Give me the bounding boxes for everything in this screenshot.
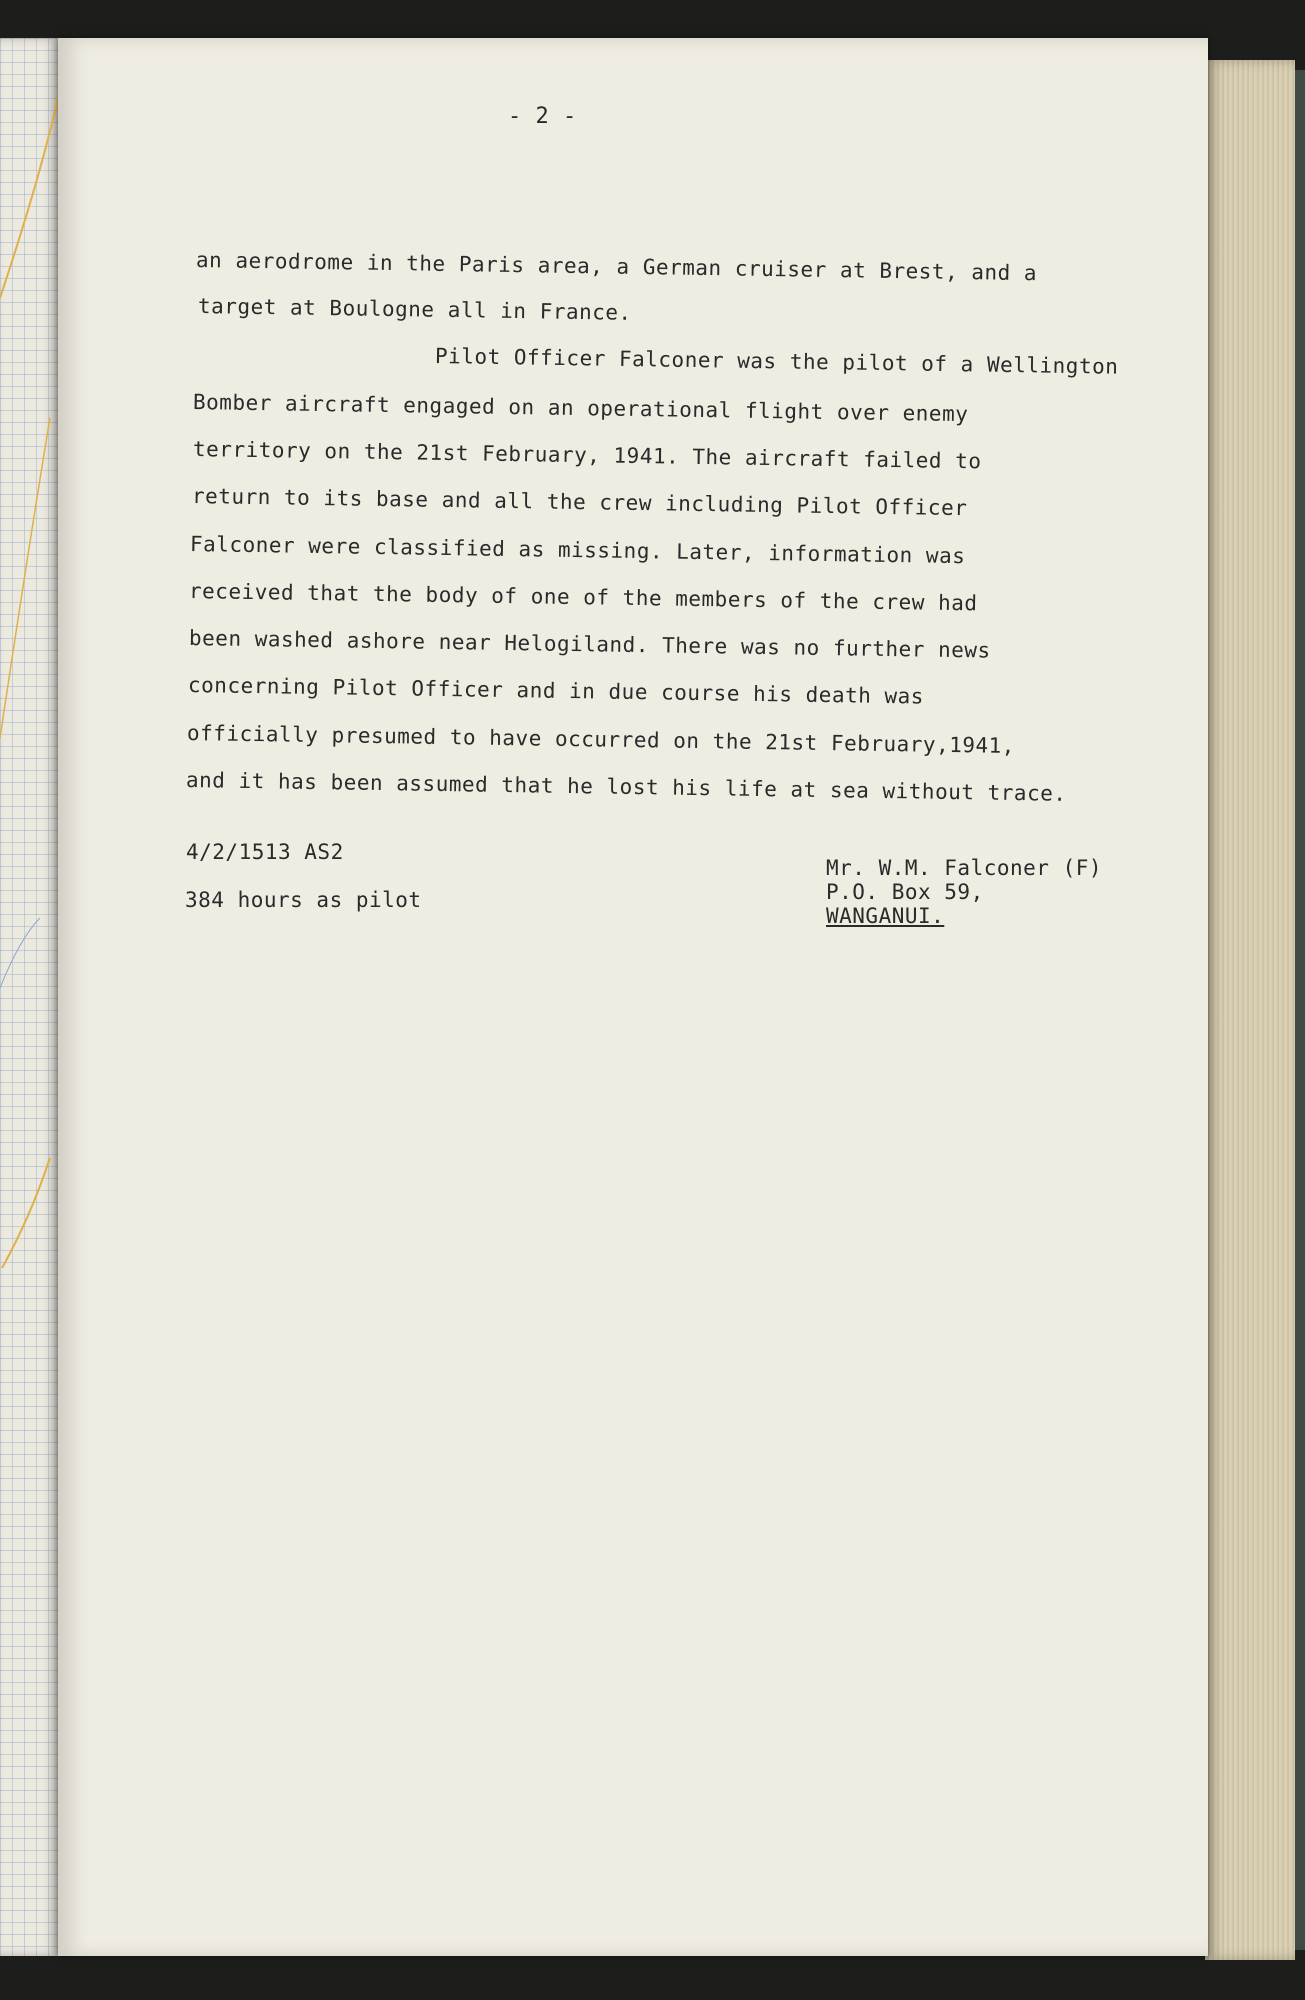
- file-reference: 4/2/1513 AS2: [186, 840, 344, 864]
- graph-curve-lines: [0, 38, 58, 1338]
- body-line: received that the body of one of the members of the crew had: [188, 579, 978, 616]
- flying-hours: 384 hours as pilot: [185, 888, 422, 912]
- address-town: WANGANUI.: [826, 904, 945, 928]
- body-line: officially presumed to have occurred on the 21st February,1941,: [186, 721, 1016, 759]
- body-line: territory on the 21st February, 1941. The aircraft failed to: [192, 437, 982, 474]
- body-line: return to its base and all the crew including Pilot Officer: [191, 484, 968, 521]
- body-line: Pilot Officer Falconer was the pilot of a Wellington: [434, 344, 1119, 379]
- body-line: an aerodrome in the Paris area, a German cruiser at Brest, and a: [195, 248, 1038, 286]
- body-line: Falconer were classified as missing. Later, information was: [189, 532, 966, 569]
- address-name: Mr. W.M. Falconer (F): [826, 856, 1103, 880]
- body-line: target at Boulogne all in France.: [197, 294, 632, 325]
- address-box: P.O. Box 59,: [826, 880, 984, 904]
- document-page: [58, 38, 1208, 1956]
- body-line: concerning Pilot Officer and in due course his death was: [187, 673, 925, 709]
- page-block-edge: [1205, 60, 1295, 1960]
- body-line: been washed ashore near Helogiland. There was no further news: [188, 626, 991, 663]
- page-number: - 2 -: [508, 104, 577, 129]
- body-line: and it has been assumed that he lost his life at sea without trace.: [185, 768, 1067, 806]
- body-line: Bomber aircraft engaged on an operational flight over enemy: [192, 390, 969, 427]
